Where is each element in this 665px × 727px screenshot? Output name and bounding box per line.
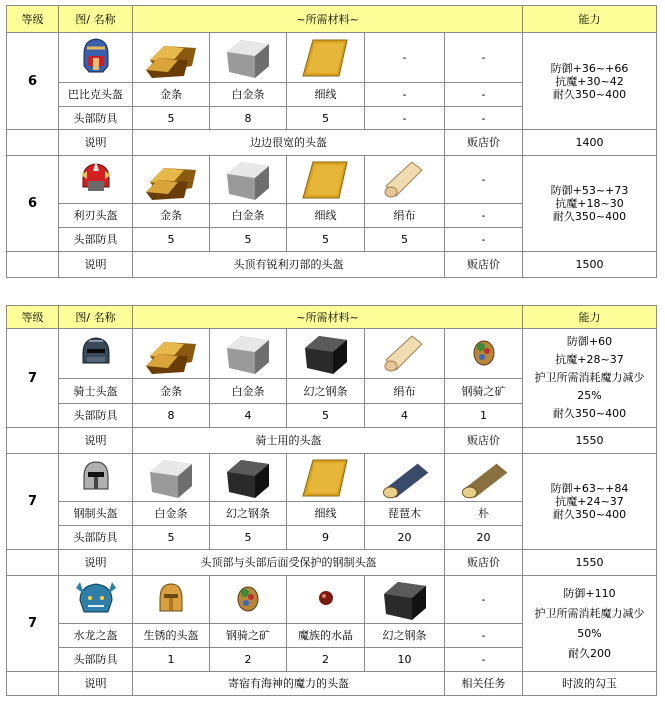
silk-cloth-icon: [365, 329, 445, 379]
material-name: -: [445, 204, 523, 228]
item-level: 7: [7, 454, 59, 550]
material-name: 魔族的水晶: [287, 624, 365, 648]
material-name: 细线: [287, 502, 365, 526]
ability-line: 防御+110: [563, 586, 616, 600]
ability-line: 耐久350~400: [552, 407, 627, 420]
fine-thread-icon: [287, 454, 365, 502]
material-qty: 5: [210, 228, 287, 252]
ability-line: 50%: [577, 626, 602, 640]
platinum-bar-icon: [210, 156, 287, 204]
steel-knight-ore-icon: [210, 576, 287, 624]
price-value: 时波的勾玉: [523, 672, 657, 696]
item-type: 头部防具: [59, 648, 133, 672]
material-empty-top: -: [445, 576, 523, 624]
material-name: 钢骑之矿: [210, 624, 287, 648]
desc-label: 说明: [59, 428, 133, 454]
item-description: 边边很宽的头盔: [133, 130, 445, 156]
gold-bar-icon: [133, 33, 210, 83]
desc-label: 说明: [59, 130, 133, 156]
material-name: 琵琶木: [365, 502, 445, 526]
recipe-table-2: [6, 305, 657, 696]
header-name: 图/ 名称: [59, 6, 133, 33]
ability-cell: [523, 33, 657, 130]
ability-line: 耐久350~400: [552, 508, 627, 521]
price-label: 贩店价: [445, 130, 523, 156]
table-row: [7, 156, 657, 204]
ability-line: 耐久350~400: [552, 210, 627, 223]
material-qty: 5: [210, 526, 287, 550]
material-qty: 2: [210, 648, 287, 672]
table-header: [7, 306, 657, 329]
header-name: 图/ 名称: [59, 306, 133, 329]
desc-label: 说明: [59, 252, 133, 278]
item-level: 7: [7, 576, 59, 672]
material-qty: 1: [445, 404, 523, 428]
phantom-steel-bar-icon: [365, 576, 445, 624]
material-name: -: [445, 624, 523, 648]
ability-line: 耐久200: [568, 646, 611, 660]
item-name: 骑士头盔: [59, 379, 133, 404]
rusty-helmet-icon: [133, 576, 210, 624]
header-level: 等级: [7, 306, 59, 329]
material-name: 幻之钢条: [210, 502, 287, 526]
material-qty: 20: [445, 526, 523, 550]
item-level: 7: [7, 329, 59, 428]
material-qty: 8: [133, 404, 210, 428]
material-qty: 1: [133, 648, 210, 672]
ability-line: 防御+36~+66: [550, 61, 629, 75]
price-value: 1550: [523, 550, 657, 576]
material-empty-top: -: [365, 33, 445, 83]
ability-line: 25%: [577, 389, 602, 402]
item-description: 骑士用的头盔: [133, 428, 445, 454]
item-level: 6: [7, 33, 59, 130]
item-type: 头部防具: [59, 228, 133, 252]
material-qty: 5: [365, 228, 445, 252]
ability-line: 抗魔+30~42: [555, 74, 624, 88]
price-label: 贩店价: [445, 428, 523, 454]
material-name: 白金条: [210, 83, 287, 107]
platinum-bar-icon: [210, 33, 287, 83]
ability-line: 抗魔+28~37: [555, 353, 624, 366]
material-qty: 5: [133, 228, 210, 252]
item-description: 寄宿有海神的魔力的头盔: [133, 672, 445, 696]
ability-line: 抗魔+24~37: [555, 495, 624, 508]
knight-helmet-icon: [59, 329, 133, 379]
material-qty: 20: [365, 526, 445, 550]
fine-thread-icon: [287, 156, 365, 204]
material-qty: -: [445, 228, 523, 252]
material-qty: 4: [210, 404, 287, 428]
steel-helmet-icon: [59, 454, 133, 502]
material-empty-top: -: [445, 156, 523, 204]
material-name: 幻之钢条: [287, 379, 365, 404]
material-qty: 9: [287, 526, 365, 550]
material-qty: -: [445, 648, 523, 672]
ability-cell: [523, 576, 657, 672]
material-qty: 8: [210, 107, 287, 130]
ability-line: 护卫所需消耗魔力减少: [534, 371, 645, 384]
price-value: 1500: [523, 252, 657, 278]
babik-helmet-icon: [59, 33, 133, 83]
price-label: 贩店价: [445, 252, 523, 278]
table-row: [7, 33, 657, 83]
table-row: [7, 252, 657, 278]
material-name: 细线: [287, 204, 365, 228]
ability-line: 防御+63~+84: [550, 482, 629, 495]
material-name: 白金条: [133, 502, 210, 526]
gold-bar-icon: [133, 329, 210, 379]
material-empty-top: -: [445, 33, 523, 83]
price-value: 1400: [523, 130, 657, 156]
material-name: 绢布: [365, 379, 445, 404]
desc-label: 说明: [59, 672, 133, 696]
table-row: [7, 428, 657, 454]
material-name: 钢骑之矿: [445, 379, 523, 404]
silk-cloth-icon: [365, 156, 445, 204]
material-name: 白金条: [210, 204, 287, 228]
header-ability: 能力: [523, 306, 657, 329]
platinum-bar-icon: [133, 454, 210, 502]
material-name: 朴: [445, 502, 523, 526]
phantom-steel-bar-icon: [210, 454, 287, 502]
header-ability: 能力: [523, 6, 657, 33]
material-name: 金条: [133, 379, 210, 404]
item-type: 头部防具: [59, 526, 133, 550]
header-materials: ~所需材料~: [133, 6, 523, 33]
item-type: 头部防具: [59, 404, 133, 428]
item-level: 6: [7, 156, 59, 252]
material-qty: -: [365, 107, 445, 130]
fine-thread-icon: [287, 33, 365, 83]
ability-line: 防御+53~+73: [550, 184, 629, 197]
material-name: -: [445, 83, 523, 107]
ability-line: 防御+60: [566, 335, 613, 348]
material-name: 生锈的头盔: [133, 624, 210, 648]
table-header: [7, 6, 657, 33]
item-name: 水龙之盔: [59, 624, 133, 648]
price-label: 相关任务: [445, 672, 523, 696]
platinum-bar-icon: [210, 329, 287, 379]
header-materials: ~所需材料~: [133, 306, 523, 329]
pipa-wood-icon: [365, 454, 445, 502]
ability-line: 耐久350~400: [552, 87, 627, 101]
ability-cell: [523, 454, 657, 550]
material-name: -: [365, 83, 445, 107]
table-row: [7, 329, 657, 379]
table-row: [7, 130, 657, 156]
material-qty: 4: [365, 404, 445, 428]
ability-line: 护卫所需消耗魔力减少: [534, 606, 645, 620]
item-description: 头顶有锐利刃部的头盔: [133, 252, 445, 278]
header-level: 等级: [7, 6, 59, 33]
water-dragon-helm-icon: [59, 576, 133, 624]
blade-helmet-icon: [59, 156, 133, 204]
phantom-steel-bar-icon: [287, 329, 365, 379]
steel-knight-ore-icon: [445, 329, 523, 379]
price-label: 贩店价: [445, 550, 523, 576]
material-name: 白金条: [210, 379, 287, 404]
material-qty: 10: [365, 648, 445, 672]
price-value: 1550: [523, 428, 657, 454]
material-qty: 5: [287, 404, 365, 428]
ability-cell: [523, 156, 657, 252]
material-qty: 5: [133, 526, 210, 550]
ability-line: 抗魔+18~30: [555, 197, 624, 210]
item-type: 头部防具: [59, 107, 133, 130]
material-qty: -: [445, 107, 523, 130]
recipe-table-1: [6, 5, 657, 278]
ability-cell: [523, 329, 657, 428]
gold-bar-icon: [133, 156, 210, 204]
table-row: [7, 454, 657, 502]
item-description: 头顶部与头部后面受保护的钢制头盔: [133, 550, 445, 576]
demon-crystal-icon: [287, 576, 365, 624]
desc-label: 说明: [59, 550, 133, 576]
material-name: 绢布: [365, 204, 445, 228]
material-name: 细线: [287, 83, 365, 107]
item-name: 利刃头盔: [59, 204, 133, 228]
item-name: 巴比克头盔: [59, 83, 133, 107]
material-name: 金条: [133, 83, 210, 107]
table-row: [7, 550, 657, 576]
material-qty: 5: [133, 107, 210, 130]
material-name: 金条: [133, 204, 210, 228]
pu-wood-icon: [445, 454, 523, 502]
item-name: 钢制头盔: [59, 502, 133, 526]
material-qty: 5: [287, 107, 365, 130]
table-row: [7, 672, 657, 696]
material-qty: 2: [287, 648, 365, 672]
material-qty: 5: [287, 228, 365, 252]
material-name: 幻之钢条: [365, 624, 445, 648]
table-row: [7, 576, 657, 624]
